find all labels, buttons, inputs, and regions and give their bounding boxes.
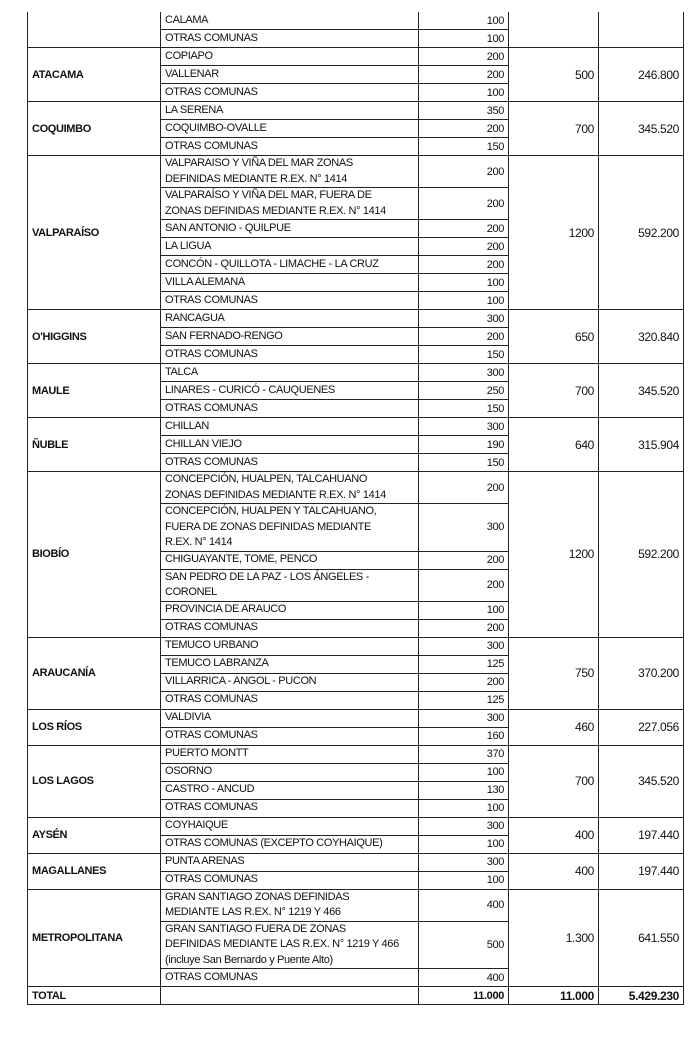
region-name bbox=[28, 12, 161, 48]
region-name: LOS LAGOS bbox=[28, 745, 161, 817]
region-total: 700 bbox=[509, 102, 599, 156]
comuna-name: CHILLAN bbox=[161, 418, 419, 436]
comuna-value: 200 bbox=[419, 66, 509, 84]
comuna-value: 125 bbox=[419, 691, 509, 709]
comuna-name: CHILLAN VIEJO bbox=[161, 436, 419, 454]
region-name: ARAUCANÍA bbox=[28, 637, 161, 709]
total-row bbox=[28, 987, 684, 1005]
comuna-value: 200 bbox=[419, 220, 509, 238]
comuna-name: OTRAS COMUNAS bbox=[161, 871, 419, 889]
table-row bbox=[28, 853, 684, 871]
comuna-value: 100 bbox=[419, 12, 509, 30]
region-name: ÑUBLE bbox=[28, 418, 161, 472]
comuna-name: VILLARRICA - ANGOL - PUCON bbox=[161, 673, 419, 691]
region-amount: 227.056 bbox=[599, 709, 684, 745]
region-total: 700 bbox=[509, 745, 599, 817]
comuna-value: 200 bbox=[419, 328, 509, 346]
comuna-name: CONCEPCIÓN, HUALPEN Y TALCAHUANO, FUERA DE ZONAS DEFINIDAS MEDIANTE R.EX. N° 1414 bbox=[161, 504, 419, 552]
total-value: 11.000 bbox=[419, 987, 509, 1005]
comuna-name: COQUIMBO-OVALLE bbox=[161, 120, 419, 138]
comuna-value: 300 bbox=[419, 709, 509, 727]
comuna-value: 100 bbox=[419, 84, 509, 102]
region-name: VALPARAÍSO bbox=[28, 156, 161, 310]
comuna-value: 300 bbox=[419, 637, 509, 655]
comuna-value: 200 bbox=[419, 256, 509, 274]
comuna-name: OTRAS COMUNAS bbox=[161, 454, 419, 472]
total-empty-cell bbox=[161, 987, 419, 1005]
comuna-value: 300 bbox=[419, 418, 509, 436]
region-amount: 592.200 bbox=[599, 472, 684, 638]
comuna-name: VILLA ALEMANA bbox=[161, 274, 419, 292]
region-total: 1.300 bbox=[509, 889, 599, 987]
region-amount: 315.904 bbox=[599, 418, 684, 472]
total-total: 11.000 bbox=[509, 987, 599, 1005]
region-name: COQUIMBO bbox=[28, 102, 161, 156]
comuna-name: OTRAS COMUNAS bbox=[161, 138, 419, 156]
comuna-value: 500 bbox=[419, 921, 509, 969]
region-amount: 370.200 bbox=[599, 637, 684, 709]
region-total: 640 bbox=[509, 418, 599, 472]
comuna-name: LA SERENA bbox=[161, 102, 419, 120]
comuna-name: LA LIGUA bbox=[161, 238, 419, 256]
comuna-value: 100 bbox=[419, 292, 509, 310]
comuna-name: OTRAS COMUNAS bbox=[161, 400, 419, 418]
comuna-value: 200 bbox=[419, 673, 509, 691]
comuna-value: 200 bbox=[419, 619, 509, 637]
comuna-name: SAN ANTONIO - QUILPUE bbox=[161, 220, 419, 238]
region-total: 650 bbox=[509, 310, 599, 364]
comuna-value: 300 bbox=[419, 817, 509, 835]
comuna-name: TEMUCO LABRANZA bbox=[161, 655, 419, 673]
comuna-value: 100 bbox=[419, 835, 509, 853]
comuna-name: CASTRO - ANCUD bbox=[161, 781, 419, 799]
comuna-name: SAN FERNADO-RENGO bbox=[161, 328, 419, 346]
comuna-name: PUERTO MONTT bbox=[161, 745, 419, 763]
table-row bbox=[28, 472, 684, 504]
region-amount: 197.440 bbox=[599, 853, 684, 889]
table-row bbox=[28, 418, 684, 436]
table-row bbox=[28, 156, 684, 188]
comuna-value: 100 bbox=[419, 601, 509, 619]
region-amount: 246.800 bbox=[599, 48, 684, 102]
comuna-name: OTRAS COMUNAS bbox=[161, 799, 419, 817]
total-label: TOTAL bbox=[28, 987, 161, 1005]
comuna-value: 200 bbox=[419, 569, 509, 601]
comuna-value: 100 bbox=[419, 763, 509, 781]
region-total: 500 bbox=[509, 48, 599, 102]
comuna-name: GRAN SANTIAGO FUERA DE ZONAS DEFINIDAS MEDIANTE LAS R.EX. N° 1219 Y 466 (incluye San Bernardo y Puente Alto) bbox=[161, 921, 419, 969]
comuna-name: CALAMA bbox=[161, 12, 419, 30]
comuna-value: 125 bbox=[419, 655, 509, 673]
table-body bbox=[28, 12, 684, 987]
comuna-value: 150 bbox=[419, 346, 509, 364]
comuna-name: VALPARAISO Y VIÑA DEL MAR ZONAS DEFINIDAS MEDIANTE R.EX. N° 1414 bbox=[161, 156, 419, 188]
region-amount: 592.200 bbox=[599, 156, 684, 310]
region-name: ATACAMA bbox=[28, 48, 161, 102]
region-amount bbox=[599, 12, 684, 48]
comuna-name: CHIGUAYANTE, TOME, PENCO bbox=[161, 551, 419, 569]
region-name: O'HIGGINS bbox=[28, 310, 161, 364]
region-total: 1200 bbox=[509, 472, 599, 638]
region-total: 460 bbox=[509, 709, 599, 745]
comuna-value: 300 bbox=[419, 310, 509, 328]
region-total: 700 bbox=[509, 364, 599, 418]
comuna-value: 150 bbox=[419, 454, 509, 472]
region-amount: 345.520 bbox=[599, 102, 684, 156]
comuna-name: OTRAS COMUNAS bbox=[161, 691, 419, 709]
region-total: 1200 bbox=[509, 156, 599, 310]
comuna-name: COYHAIQUE bbox=[161, 817, 419, 835]
comuna-value: 100 bbox=[419, 871, 509, 889]
comuna-name: OSORNO bbox=[161, 763, 419, 781]
comuna-name: SAN PEDRO DE LA PAZ - LOS ÁNGELES - CORONEL bbox=[161, 569, 419, 601]
comuna-name: TALCA bbox=[161, 364, 419, 382]
comuna-value: 400 bbox=[419, 969, 509, 987]
comuna-name: LINARES - CURICÓ - CAUQUENES bbox=[161, 382, 419, 400]
table-row bbox=[28, 817, 684, 835]
comuna-value: 200 bbox=[419, 188, 509, 220]
region-amount: 320.840 bbox=[599, 310, 684, 364]
table-row bbox=[28, 102, 684, 120]
region-amount: 345.520 bbox=[599, 745, 684, 817]
region-name: AYSÉN bbox=[28, 817, 161, 853]
comuna-value: 370 bbox=[419, 745, 509, 763]
region-amount: 345.520 bbox=[599, 364, 684, 418]
region-name: LOS RÍOS bbox=[28, 709, 161, 745]
quota-table bbox=[27, 12, 684, 1005]
comuna-name: CONCÓN - QUILLOTA - LIMACHE - LA CRUZ bbox=[161, 256, 419, 274]
comuna-name: OTRAS COMUNAS bbox=[161, 84, 419, 102]
comuna-name: OTRAS COMUNAS (EXCEPTO COYHAIQUE) bbox=[161, 835, 419, 853]
comuna-value: 150 bbox=[419, 400, 509, 418]
comuna-name: PROVINCIA DE ARAUCO bbox=[161, 601, 419, 619]
table-row bbox=[28, 745, 684, 763]
comuna-value: 350 bbox=[419, 102, 509, 120]
region-total: 750 bbox=[509, 637, 599, 709]
comuna-value: 190 bbox=[419, 436, 509, 454]
comuna-value: 200 bbox=[419, 156, 509, 188]
comuna-value: 200 bbox=[419, 120, 509, 138]
table-row bbox=[28, 709, 684, 727]
comuna-value: 300 bbox=[419, 504, 509, 552]
comuna-value: 300 bbox=[419, 364, 509, 382]
table-row bbox=[28, 364, 684, 382]
comuna-name: CONCEPCIÓN, HUALPEN, TALCAHUANO ZONAS DEFINIDAS MEDIANTE R.EX. N° 1414 bbox=[161, 472, 419, 504]
region-name: MAULE bbox=[28, 364, 161, 418]
comuna-name: GRAN SANTIAGO ZONAS DEFINIDAS MEDIANTE LAS R.EX. N° 1219 Y 466 bbox=[161, 889, 419, 921]
comuna-name: OTRAS COMUNAS bbox=[161, 619, 419, 637]
comuna-name: OTRAS COMUNAS bbox=[161, 346, 419, 364]
comuna-name: RANCAGUA bbox=[161, 310, 419, 328]
comuna-value: 300 bbox=[419, 853, 509, 871]
comuna-value: 400 bbox=[419, 889, 509, 921]
table-row bbox=[28, 889, 684, 921]
comuna-name: PUNTA ARENAS bbox=[161, 853, 419, 871]
comuna-value: 250 bbox=[419, 382, 509, 400]
comuna-value: 200 bbox=[419, 551, 509, 569]
region-name: METROPOLITANA bbox=[28, 889, 161, 987]
table-row bbox=[28, 48, 684, 66]
comuna-value: 130 bbox=[419, 781, 509, 799]
table-row bbox=[28, 12, 684, 30]
total-amount: 5.429.230 bbox=[599, 987, 684, 1005]
region-amount: 197.440 bbox=[599, 817, 684, 853]
comuna-name: VALLENAR bbox=[161, 66, 419, 84]
comuna-name: OTRAS COMUNAS bbox=[161, 969, 419, 987]
comuna-name: OTRAS COMUNAS bbox=[161, 727, 419, 745]
comuna-name: TEMUCO URBANO bbox=[161, 637, 419, 655]
comuna-name: COPIAPO bbox=[161, 48, 419, 66]
comuna-name: VALDIVIA bbox=[161, 709, 419, 727]
comuna-value: 160 bbox=[419, 727, 509, 745]
region-total bbox=[509, 12, 599, 48]
comuna-value: 100 bbox=[419, 274, 509, 292]
region-total: 400 bbox=[509, 817, 599, 853]
comuna-value: 200 bbox=[419, 472, 509, 504]
table-row bbox=[28, 637, 684, 655]
comuna-name: OTRAS COMUNAS bbox=[161, 30, 419, 48]
comuna-value: 200 bbox=[419, 48, 509, 66]
region-total: 400 bbox=[509, 853, 599, 889]
comuna-name: OTRAS COMUNAS bbox=[161, 292, 419, 310]
comuna-name: VALPARAÍSO Y VIÑA DEL MAR, FUERA DE ZONAS DEFINIDAS MEDIANTE R.EX. N° 1414 bbox=[161, 188, 419, 220]
region-amount: 641.550 bbox=[599, 889, 684, 987]
comuna-value: 100 bbox=[419, 30, 509, 48]
comuna-value: 150 bbox=[419, 138, 509, 156]
table-row bbox=[28, 310, 684, 328]
region-name: BIOBÍO bbox=[28, 472, 161, 638]
comuna-value: 100 bbox=[419, 799, 509, 817]
comuna-value: 200 bbox=[419, 238, 509, 256]
region-name: MAGALLANES bbox=[28, 853, 161, 889]
